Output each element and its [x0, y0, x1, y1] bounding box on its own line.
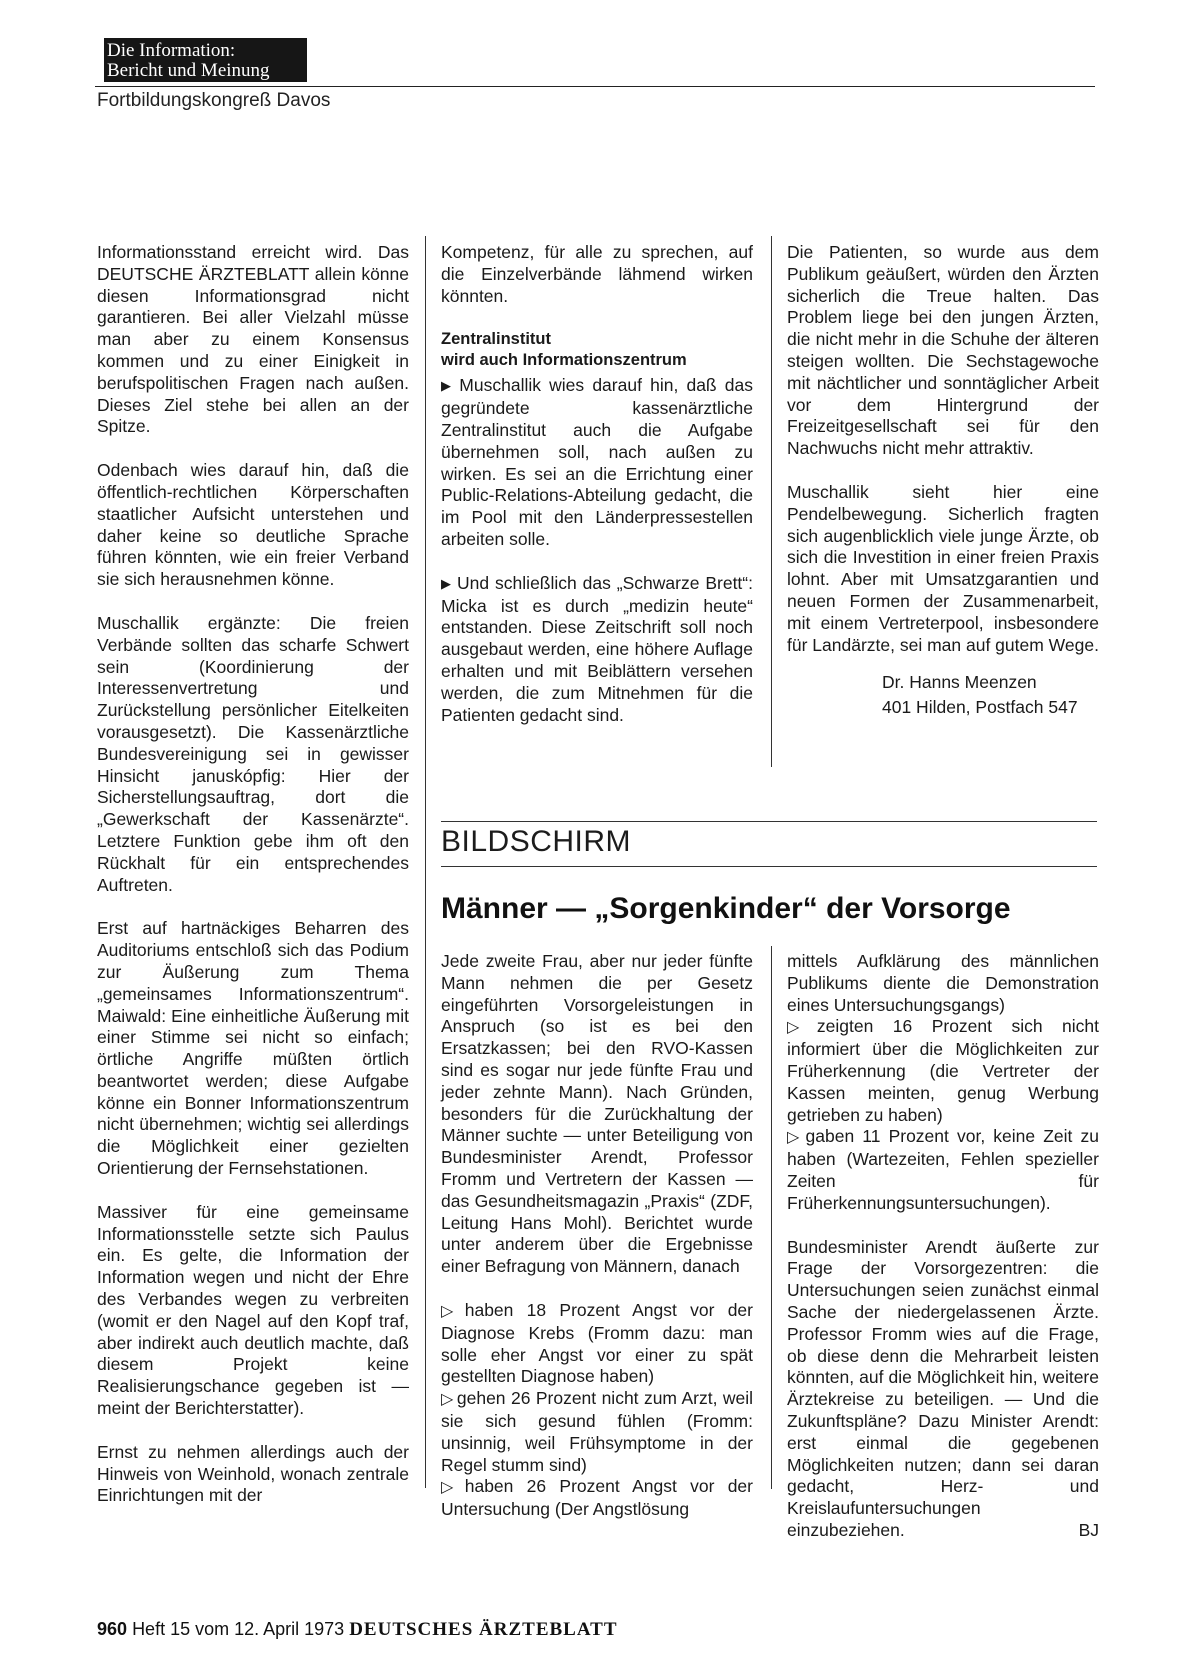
list-item: [787, 1016, 1099, 1126]
paragraph: Kompetenz, für alle zu sprechen, auf die Einzelverbände lähmend wirken könnten.: [441, 242, 753, 306]
signature: [882, 670, 1099, 720]
outline-triangle-bullet-icon: ▷: [441, 1479, 462, 1497]
paragraph: [787, 1237, 1099, 1542]
paragraph: Muschallik sieht hier eine Pendelbewegung. Sicherlich fragten sich augenblicklich viele junge Ärzte, ob sich die Investition in einer freien Praxis lohnt. Aber mit Umsatzgarantien und neuen Formen der Zusammenarbeit, mit einem Vertreterpool, insbesondere für Landärzte, sei man auf gutem Wege.: [787, 481, 1099, 655]
triangle-bullet-icon: ▶: [441, 378, 455, 394]
paragraph: Odenbach wies darauf hin, daß die öffentlich-rechtlichen Körperschaften staatlicher Aufsicht unterstehen und daher keine so deutliche Sprache führen könnten, wie ein freier Verband sie sich herausnehmen könne.: [97, 460, 409, 590]
page-footer: [97, 1617, 618, 1642]
page-number: 960: [97, 1619, 128, 1639]
article-title: Männer — „Sorgenkinder“ der Vorsorge: [441, 892, 1011, 925]
subheading-line-2: wird auch Informationszentrum: [441, 351, 687, 370]
outline-triangle-bullet-icon: ▷: [441, 1391, 454, 1409]
list-item-text: zeigten 16 Prozent sich nicht informiert über die Möglichkeiten zur Früherkennung (die Vertreter der Kassen meinten, genug Werbung getrieben zu haben): [787, 1016, 1099, 1125]
badge-line-2: Bericht und Meinung: [107, 60, 270, 81]
column-divider: [771, 946, 772, 1489]
paragraph: Ernst zu nehmen allerdings auch der Hinweis von Weinhold, wonach zentrale Einrichtungen mit der: [97, 1441, 409, 1506]
paragraph-text: Bundesminister Arendt äußerte zur Frage der Vorsorgezentren: die Untersuchungen seien zunächst einmal Sache der niedergelassenen Ärzte. Professor Fromm wies auf die Frage, ob diese denn die Mehrarbeit leisten könnten, auf die Möglichkeit hin, weitere Ärztekreise zu beteiligen. — Und die Zukunftspläne? Dazu Minister Arendt: erst einmal die gegebenen Möglichkeiten nutzen; dann sei daran gedacht, Herz- und Kreislaufuntersuchungen einzubeziehen.: [787, 1236, 1099, 1540]
issue-info: Heft 15 vom 12. April 1973: [132, 1619, 345, 1639]
signature-address: 401 Hilden, Postfach 547: [882, 697, 1078, 718]
paragraph: Muschallik ergänzte: Die freien Verbände sollten das scharfe Schwert sein (Koordinierung der Interessenvertretung und Zurückstellung persönlicher Eitelkeiten vorausgesetzt). Die Kassenärztliche Bundesvereinigung sei in gewisser Hinsicht januskópfig: Hier der Sicherstellungsauftrag, dort die „Gewerkschaft der Kassenärzte“. Letztere Funktion gebe ihm oft den Rückhalt für ein entsprechendes Auftreten.: [97, 612, 409, 895]
column-divider: [771, 236, 772, 767]
list-item: [441, 1476, 753, 1521]
list-item: [441, 1388, 753, 1476]
list-item-text: gehen 26 Prozent nicht zum Arzt, weil sie sich gesund fühlen (Fromm: unsinnig, weil Frühsymptome in der Regel stumm sind): [441, 1388, 754, 1475]
paragraph: Die Patienten, so wurde aus dem Publikum geäußert, würden den Ärzten sicherlich die Treue halten. Das Problem liege bei den jungen Ärzten, die nicht mehr in die Schuhe der älteren steigen wollten. Die Sechstagewoche mit nächtlicher und sonntäglicher Arbeit vor dem Hintergrund der Freizeitgesellschaft sei für den Nachwuchs nicht mehr attraktiv.: [787, 242, 1099, 459]
subheading: [441, 329, 753, 371]
signature-name: Dr. Hanns Meenzen: [882, 672, 1037, 693]
column-3: [787, 242, 1099, 720]
article-column-1: [441, 951, 753, 1521]
subheading-line-1: Zentralinstitut: [441, 330, 551, 349]
outline-triangle-bullet-icon: ▷: [787, 1129, 803, 1147]
list-item-text: haben 26 Prozent Angst vor der Untersuchung (Der Angstlösung: [441, 1476, 753, 1520]
paragraph: Informationsstand erreicht wird. Das DEUTSCHE ÄRZTEBLATT allein könne diesen Informationsgrad nicht garantieren. Bei aller Vielzahl müsse man aber zu einem Konsensus kommen und zu einer Einigkeit in berufspolitischen Fragen nach außen. Dieses Ziel stehe bei allen an der Spitze.: [97, 242, 409, 437]
paragraph: mittels Aufklärung des männlichen Publikums diente die Demonstration eines Untersuchungsgangs): [787, 951, 1099, 1015]
paragraph-text: Und schließlich das „Schwarze Brett“: Micka ist es durch „medizin heute“ entstanden. Diese Zeitschrift soll noch ausgebaut werden, eine höhere Auflage erhalten und mit Beiblättern versehen werden, die zum Mitnehmen für die Patienten gedacht sind.: [441, 572, 753, 725]
column-divider: [425, 236, 426, 1488]
column-1: [97, 242, 409, 1507]
column-2: [441, 242, 753, 726]
article-column-2: [787, 951, 1099, 1542]
triangle-bullet-icon: ▶: [441, 575, 453, 591]
list-item: [787, 1126, 1099, 1214]
section-badge: [104, 38, 307, 82]
paragraph: [441, 573, 753, 727]
list-item-text: gaben 11 Prozent vor, keine Zeit zu haben (Wartezeiten, Fehlen spezieller Zeiten für Früherkennungsuntersuchungen).: [787, 1126, 1099, 1213]
list-item-text: haben 18 Prozent Angst vor der Diagnose Krebs (Fromm dazu: man solle eher Angst vor einer zu spät gestellten Diagnose haben): [441, 1299, 753, 1387]
publication-name: DEUTSCHES ÄRZTEBLATT: [349, 1619, 618, 1640]
badge-line-1: Die Information:: [107, 40, 236, 61]
list-item: [441, 1300, 753, 1388]
outline-triangle-bullet-icon: ▷: [441, 1302, 462, 1320]
outline-triangle-bullet-icon: ▷: [787, 1019, 814, 1037]
page-subtitle: Fortbildungskongreß Davos: [97, 90, 331, 111]
paragraph-text: Muschallik wies darauf hin, daß das gegründete kassenärztliche Zentralinstitut auch die Aufgabe übernehmen soll, nach außen zu wirken. Es sei an die Errichtung einer Public-Relations-Abteilung gedacht, die im Pool mit den Länderpressestellen arbeiten solle.: [441, 375, 753, 549]
section-label: BILDSCHIRM: [441, 825, 632, 858]
section-rule-bottom: [441, 866, 1097, 867]
paragraph: Erst auf hartnäckiges Beharren des Auditoriums entschloß sich das Podium zur Äußerung zum Thema „gemeinsames Informationszentrum“. Maiwald: Eine einheitliche Äußerung mit einer Stimme sei nicht so einfach; örtliche Angriffe müßten örtlich beantwortet werden; diese Aufgabe könne ein Bonner Informationszentrum nicht übernehmen; wichtig sei allerdings die Möglichkeit einer gezielten Orientierung der Fernsehstationen.: [97, 918, 409, 1179]
paragraph: Jede zweite Frau, aber nur jeder fünfte Mann nehmen die per Gesetz eingeführten Vorsorgeleistungen in Anspruch (so ist es bei den Ersatzkassen; bei den RVO-Kassen sind es sogar nur jede fünfte Frau und jeder zehnte Mann). Nach Gründen, besonders für die Zurückhaltung der Männer suchte — unter Beteiligung von Bundesminister Arendt, Professor Fromm und Vertretern der Kassen — das Gesundheitsmagazin „Praxis“ (ZDF, Leitung Hans Mohl). Berichtet wurde unter anderem über die Ergebnisse einer Befragung von Männern, danach: [441, 951, 753, 1277]
paragraph: [441, 375, 753, 550]
section-rule-top: [441, 821, 1097, 822]
paragraph: Massiver für eine gemeinsame Informationsstelle setzte sich Paulus ein. Es gelte, die Information der Information wegen und nicht der Ehre des Verbandes wegen zu verbreiten (womit er den Nagel auf den Kopf traf, aber indirekt auch deutlich machte, daß diesem Projekt keine Realisierungschance gegeben ist — meint der Berichterstatter).: [97, 1201, 409, 1419]
author-initials: BJ: [1078, 1519, 1099, 1540]
header-rule: [95, 86, 1095, 87]
